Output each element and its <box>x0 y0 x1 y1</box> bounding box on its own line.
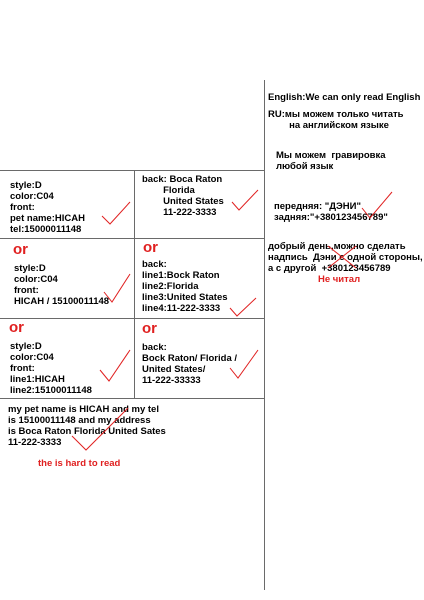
cell-1-line-2: color:C04 <box>10 191 54 202</box>
checkmark-icon <box>70 406 130 452</box>
note-line-2: is 15100011148 and my address <box>8 415 151 426</box>
grid-top-rule <box>0 170 264 171</box>
cell-1-line-5: tel:15000011148 <box>10 224 82 235</box>
cell-1-line-4: pet name:HICAH <box>10 213 85 224</box>
cell-4-line-4: line3:United States <box>142 292 228 303</box>
cell-2-line-4: 11-222-3333 <box>142 207 217 218</box>
cell-5-line-1: style:D <box>10 341 42 352</box>
note-line-4: 11-222-3333 <box>8 437 62 448</box>
cell-3-line-1: style:D <box>14 263 46 274</box>
checkmark-icon <box>360 190 394 220</box>
cell-6-line-2: Bock Raton/ Florida / <box>142 353 238 364</box>
note-line-3: is Boca Raton Florida United Sates <box>8 426 166 437</box>
cell-4-line-2: line1:Bock Raton <box>142 270 220 281</box>
ru-note-line-1: RU:мы можем только читать <box>268 109 404 120</box>
grid-rule-2 <box>0 238 264 239</box>
cell-5-line-3: front: <box>10 363 35 374</box>
hard-to-read-note: the is hard to read <box>38 458 121 469</box>
cell-3-line-4: HICAH / 15100011148 <box>14 296 110 307</box>
or-label-1: or <box>13 241 28 258</box>
ru-note-line-2: на английском языке <box>268 120 389 131</box>
cell-6-line-3: United States/ <box>142 364 206 375</box>
or-label-4: or <box>142 320 157 337</box>
question-line-2: надпись Дэни с одной стороны, <box>268 252 423 263</box>
note-line-1: my pet name is HICAH and my tel <box>8 404 159 415</box>
or-label-2: or <box>143 239 158 256</box>
cell-3-line-3: front: <box>14 285 39 296</box>
cell-5-line-2: color:C04 <box>10 352 54 363</box>
cell-1-line-1: style:D <box>10 180 42 191</box>
not-read-note: Не читал <box>318 274 361 285</box>
question-line-1: добрый день,можно сделать <box>268 241 406 252</box>
checkmark-icon <box>228 296 258 320</box>
cell-6-line-4: 11-222-33333 <box>142 375 201 386</box>
engrave-line-2: любой язык <box>276 161 334 172</box>
engrave-line-1: Мы можем гравировка <box>276 150 386 161</box>
cell-5-line-4: line1:HICAH <box>10 374 65 385</box>
example-line-2: задняя:"+380123456789" <box>274 212 388 223</box>
checkmark-icon <box>100 200 132 226</box>
cell-2-line-1: back: Boca Raton <box>142 174 223 185</box>
cross-mark-icon <box>326 244 358 270</box>
cell-5-line-5: line2:15100011148 <box>10 385 92 396</box>
cell-4-line-1: back: <box>142 259 167 270</box>
page-divider-vertical <box>264 80 265 590</box>
grid-divider-vertical <box>134 170 135 398</box>
english-note: English:We can only read English <box>268 92 421 103</box>
checkmark-icon <box>228 348 260 380</box>
checkmark-icon <box>98 348 132 384</box>
cell-2-line-2: Florida <box>142 185 195 196</box>
checkmark-icon <box>102 272 132 306</box>
cell-4-line-5: line4:11-222-3333 <box>142 303 221 314</box>
question-line-3: а с другой +380123456789 <box>268 263 391 274</box>
grid-rule-3 <box>0 318 264 319</box>
cell-4-line-3: line2:Florida <box>142 281 199 292</box>
cell-3-line-2: color:C04 <box>14 274 58 285</box>
grid-rule-4 <box>0 398 264 399</box>
example-line-1: передняя: "ДЭНИ" <box>274 201 361 212</box>
cell-6-line-1: back: <box>142 342 167 353</box>
or-label-3: or <box>9 319 24 336</box>
cell-2-line-3: United States <box>142 196 224 207</box>
cell-1-line-3: front: <box>10 202 35 213</box>
checkmark-icon <box>230 188 260 214</box>
